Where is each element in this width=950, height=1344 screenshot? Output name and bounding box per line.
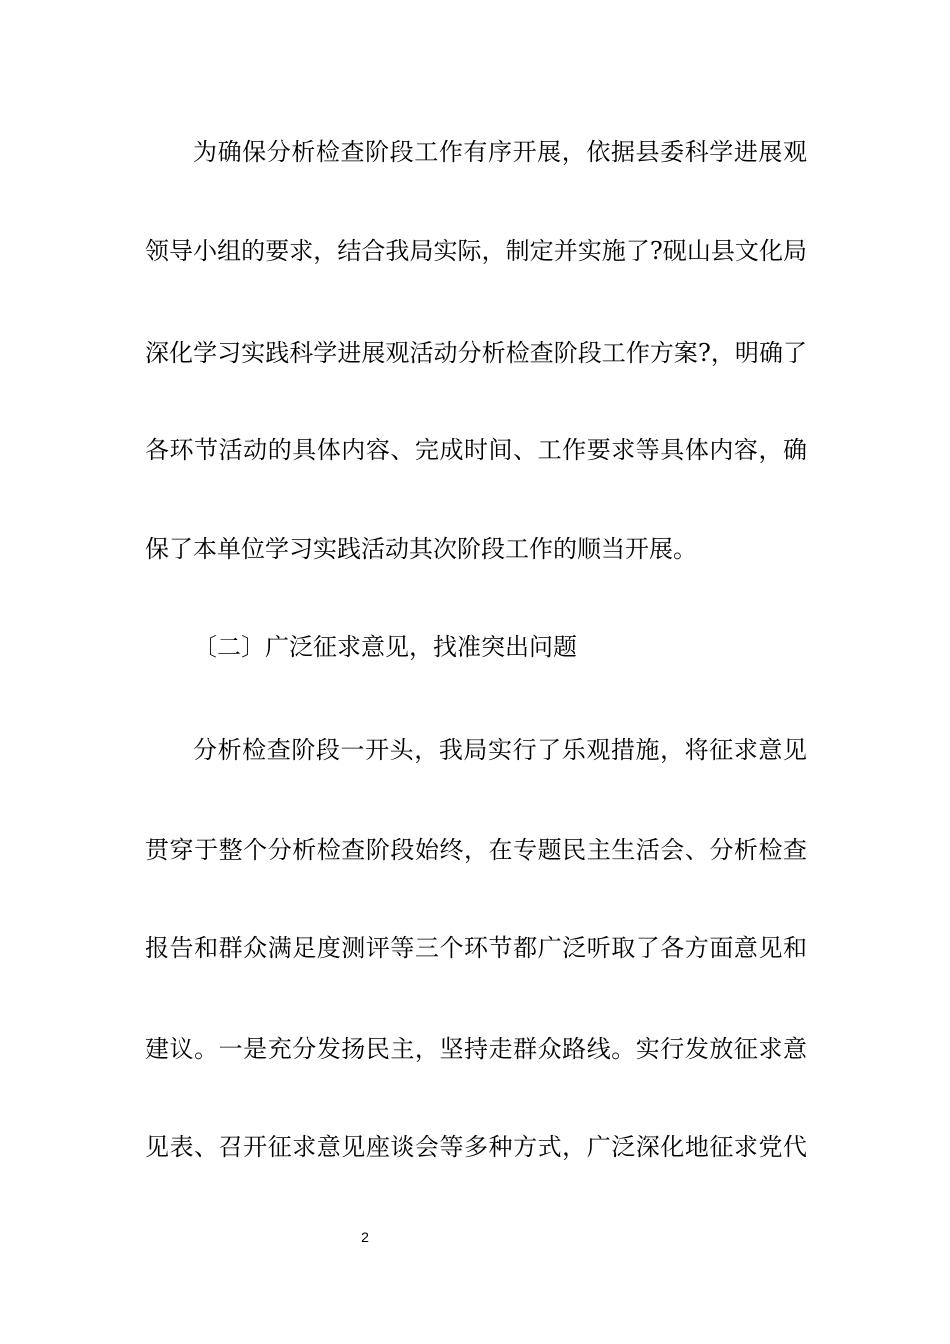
paragraph-line: 为确保分析检查阶段工作有序开展，依据县委科学进展观 [193,138,807,166]
paragraph-line: 建议。一是充分发扬民主，坚持走群众路线。实行发放征求意 [145,1035,807,1063]
paragraph-line: 领导小组的要求，结合我局实际，制定并实施了?砚山县文化局 [145,237,807,265]
paragraph-line: 保了本单位学习实践活动其次阶段工作的顺当开展。 [145,535,697,563]
section-heading: 〔二〕广泛征求意见，找准突出问题 [193,633,577,661]
paragraph-line: 分析检查阶段一开头，我局实行了乐观措施，将征求意见 [193,736,807,764]
page-number: 2 [361,1229,369,1245]
paragraph-line: 报告和群众满足度测评等三个环节都广泛听取了各方面意见和 [145,934,807,962]
paragraph-line: 深化学习实践科学进展观活动分析检查阶段工作方案?，明确了 [145,339,807,367]
paragraph-line: 贯穿于整个分析检查阶段始终，在专题民主生活会、分析检查 [145,836,807,864]
paragraph-line: 见表、召开征求意见座谈会等多种方式，广泛深化地征求党代 [145,1133,807,1161]
paragraph-line: 各环节活动的具体内容、完成时间、工作要求等具体内容，确 [145,436,807,464]
